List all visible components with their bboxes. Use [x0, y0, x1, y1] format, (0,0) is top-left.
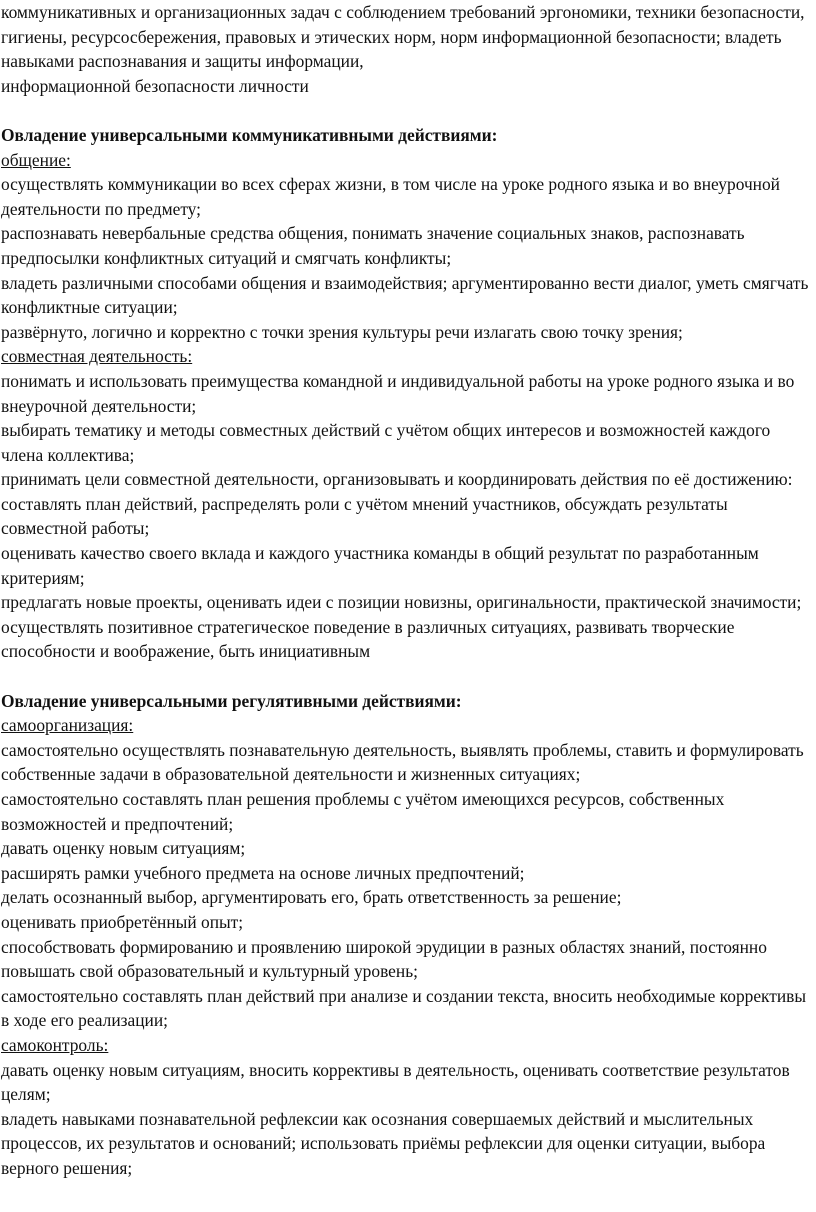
list-item: принимать цели совместной деятельности, организовывать и координировать действия по её достижению: составлять план действий, распределять роли с учётом мнений участников, обсуждать результаты совместной работы; — [1, 469, 793, 539]
list-item: способствовать формированию и проявлению широкой эрудиции в разных областях знаний, постоянно повышать свой образовательный и культурный уровень; — [1, 936, 767, 982]
list-item: осуществлять позитивное стратегическое поведение в различных ситуациях, развивать творческие способности и воображение, быть инициативным — [1, 616, 735, 662]
subsection-title: общение: — [1, 149, 71, 170]
list-item: развёрнуто, логично и корректно с точки зрения культуры речи излагать свою точку зрения; — [1, 321, 683, 342]
subsection-title: самоконтроль: — [1, 1034, 109, 1055]
list-item: самостоятельно осуществлять познавательную деятельность, выявлять проблемы, ставить и формулировать собственные задачи в образовательной деятельности и жизненных ситуациях; — [1, 739, 804, 785]
list-item: выбирать тематику и методы совместных действий с учётом общих интересов и возможностей каждого члена коллектива; — [1, 420, 771, 465]
list-item: самостоятельно составлять план действий при анализе и создании текста, вносить необходимые коррективы в ходе его реализации; — [1, 985, 807, 1031]
intro-paragraph: информационной безопасности личности — [1, 75, 309, 96]
list-item: самостоятельно составлять план решения проблемы с учётом имеющихся ресурсов, собственных возможностей и предпочтений; — [1, 789, 725, 834]
section-heading: Овладение универсальными коммуникативными действиями: — [1, 124, 498, 145]
list-item: владеть различными способами общения и взаимодействия; аргументированно вести диалог, уметь смягчать конфликтные ситуации; — [1, 272, 809, 318]
list-item: понимать и использовать преимущества командной и индивидуальной работы на уроке родного языка и во внеурочной деятельности; — [1, 370, 795, 416]
subsection-title: самоорганизация: — [1, 715, 134, 736]
list-item: оценивать приобретённый опыт; — [1, 911, 244, 932]
list-item: предлагать новые проекты, оценивать идеи с позиции новизны, оригинальности, практической значимости; — [1, 592, 802, 613]
list-item: распознавать невербальные средства общения, понимать значение социальных знаков, распознавать предпосылки конфликтных ситуаций и смягчать конфликты; — [1, 223, 745, 268]
section-heading: Овладение универсальными регулятивными действиями: — [1, 690, 462, 711]
intro-section — [1, 0, 816, 98]
subsection-title: совместная деятельность: — [1, 346, 193, 367]
list-item: давать оценку новым ситуациям; — [1, 838, 246, 859]
paragraph-spacer — [1, 664, 816, 689]
paragraph-spacer — [1, 98, 816, 123]
list-item: давать оценку новым ситуациям, вносить коррективы в деятельность, оценивать соответствие результатов целям; — [1, 1059, 790, 1105]
list-item: расширять рамки учебного предмета на основе личных предпочтений; — [1, 862, 525, 883]
regulatory-section — [1, 689, 816, 1181]
communicative-section — [1, 123, 816, 664]
list-item: делать осознанный выбор, аргументировать его, брать ответственность за решение; — [1, 887, 622, 908]
list-item: владеть навыками познавательной рефлексии как осознания совершаемых действий и мыслительных процессов, их результатов и оснований; использовать приёмы рефлексии для оценки ситуации, выбора верного решения; — [1, 1108, 766, 1178]
list-item: осуществлять коммуникации во всех сферах жизни, в том числе на уроке родного языка и во внеурочной деятельности по предмету; — [1, 174, 780, 219]
list-item: оценивать качество своего вклада и каждого участника команды в общий результат по разработанным критериям; — [1, 543, 759, 588]
intro-paragraph: коммуникативных и организационных задач с соблюдением требований эргономики, техники безопасности, гигиены, ресурсосбережения, правовых и этических норм, норм информационной безопасности; владеть навыками распознавания и защиты информации, — [1, 2, 805, 72]
